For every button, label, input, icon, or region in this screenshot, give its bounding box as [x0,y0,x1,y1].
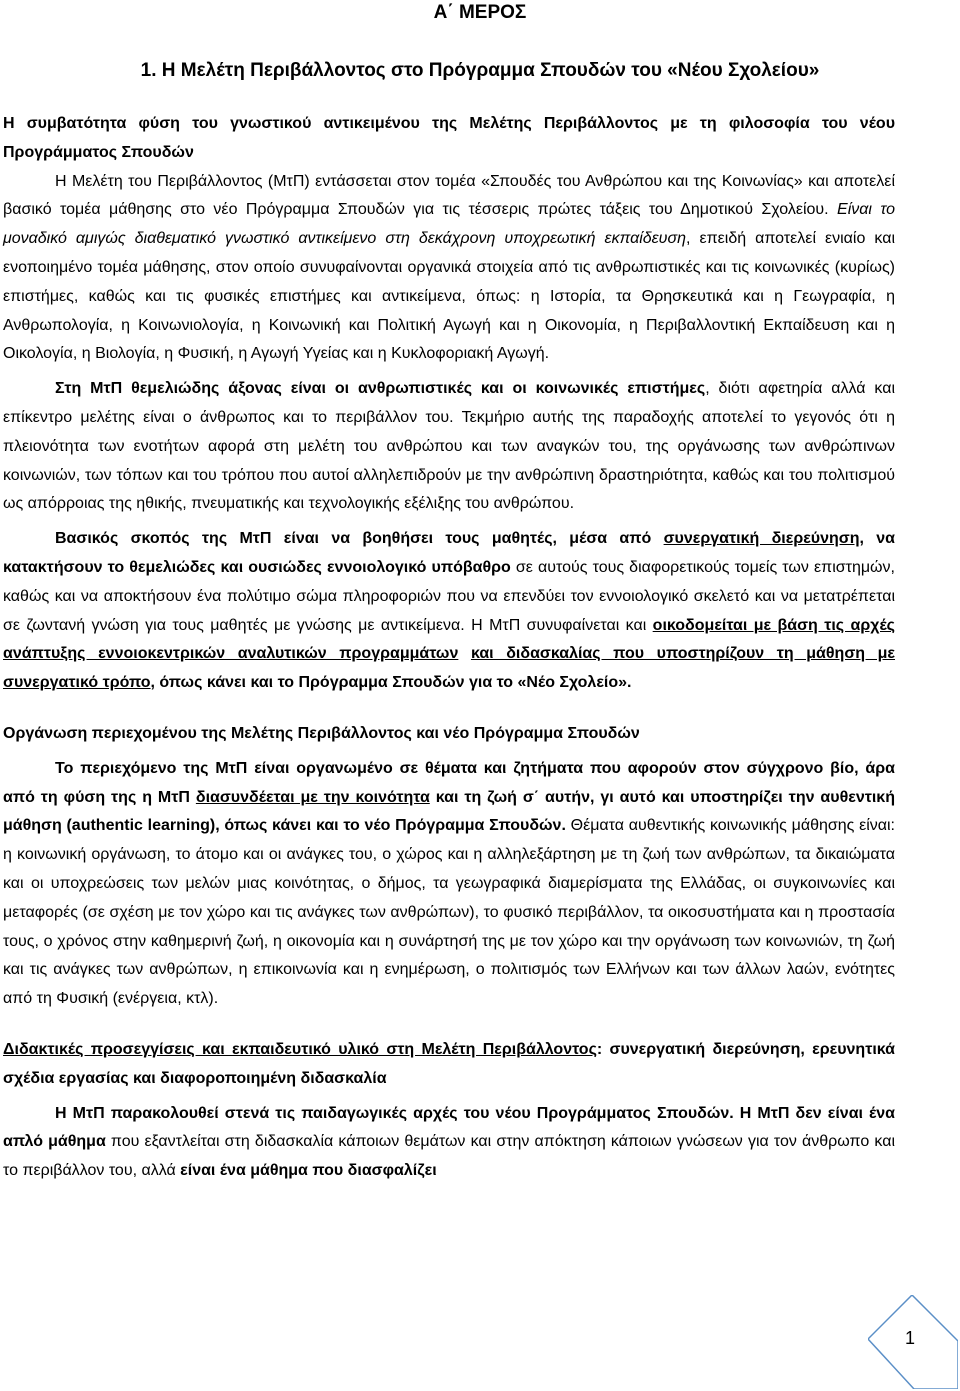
bold-underlined-text-run: οικοδομείται με βάση τις αρχές ανάπτυξης εννοιοκεντρικών αναλυτικών προγραμμάτων [3,616,895,663]
text-run: : συνεργατική διερεύνηση, ερευνητικά σχέδια εργασίας και διαφοροποιημένη διδασκαλία [3,1040,896,1087]
text-run: που εξαντλείται στη διδασκαλία κάποιων θεμάτων και στην απόκτηση κάποιων γνώσεων για τον άνθρωπο και το περιβάλλον του, αλλά [3,1133,895,1180]
paragraph-content [3,755,895,1014]
bold-text-run: και τη ζωή σ΄ αυτήν, γι αυτό και υποστηρίζει την αυθεντική μάθηση (authentic learning), όπως κάνει και το νέο Πρόγραμμα Σπουδών. [3,788,896,835]
text-run [458,645,471,662]
bold-text-run: Βασικός σκοπός της ΜτΠ είναι να βοηθήσει τους μαθητές, μέσα από [55,530,664,548]
underlined-text-run: Διδακτικές προσεγγίσεις και εκπαιδευτικό υλικό στη Μελέτη Περιβάλλοντος [3,1040,597,1058]
part-title: Α΄ ΜΕΡΟΣ [433,2,527,23]
bold-text-run: Η ΜτΠ παρακολουθεί στενά τις παιδαγωγικές αρχές του νέου Προγράμματος Σπουδών. Η ΜτΠ δεν είναι ένα απλό μάθημα [3,1104,895,1151]
bold-text-run: Το περιεχόμενο της ΜτΠ είναι οργανωμένο σε θέματα και ζητήματα που αφορούν στον σύγχρονο βίο, άρα από τη φύση της η ΜτΠ [3,759,895,806]
text-run: Θέματα αυθεντικής κοινωνικής μάθησης είναι: η κοινωνική οργάνωση, το άτομο και οι ανάγκες του, ο χώρος και η αλληλεξάρτηση με τη ζωή των ανθρώπων, τα δικαιώματα και οι υποχρεώσεις των μελών μιας κοινότητας, ο δήμος, τα γεωγραφικά διαμερίσματα της Ελλάδας, οι συγκοινωνίες και μεταφορές (σε σχέση με τον χώρο και τις ανάγκες των ανθρώπων), το φυσικό περιβάλλον, τα οικοσυστήματα και η προστασία τους, ο χρόνος στην καθημερινή ζωή, η οικονομία και η συνάρτησή της με τον χώρο και την οργάνωση των κοινωνιών, τη ζωή και τις ανάγκες των ανθρώπων, η επικοινωνία και η ενημέρωση, ο πολιτισμός των Ελλήνων και των άλλων λαών, ενότητες από τη Φυσική (ενέργεια, κτλ). [3,817,896,1008]
bold-text-run: , να κατακτήσουν το θεμελιώδες και ουσιώδες εννοιολογικό υπόβαθρο [3,530,896,576]
paragraph-purpose [3,525,895,698]
bold-text-run: είναι ένα μάθημα που διασφαλίζει [180,1162,437,1180]
paragraph-intro [3,168,895,370]
bold-underlined-text-run: συνεργατική διερεύνηση [663,530,860,548]
document-body [3,110,895,1186]
section-title: 1. Η Μελέτη Περιβάλλοντος στο Πρόγραμμα Σπουδών του «Νέου Σχολείου» [140,60,820,81]
subsection-heading-content-organization: Οργάνωση περιεχομένου της Μελέτης Περιβάλλοντος και νέο Πρόγραμμα Σπουδών [3,724,640,742]
bold-underlined-text-run: διασυνδέεται με την κοινότητα [195,788,430,806]
bold-underlined-text-run: και διδασκαλίας που υποστηρίζουν τη μάθηση με συνεργατικό τρόπο [3,645,896,692]
subsection-heading-teaching-approaches [3,1036,895,1094]
bold-text-run: , όπως κάνει και το Πρόγραμμα Σπουδών για το «Νέο Σχολείο». [150,674,632,692]
bold-text-run: Στη ΜτΠ θεμελιώδης άξονας είναι οι ανθρωπιστικές και οι κοινωνικές επιστήμες [55,380,706,398]
text-run: Η Μελέτη του Περιβάλλοντος (ΜτΠ) εντάσσεται στον τομέα «Σπουδές του Ανθρώπου και της Κοινωνίας» και αποτελεί βασικό τομέα μάθησης στο νέο Πρόγραμμα Σπουδών για τις τέσσερις πρώτες τάξεις του Δημοτικού Σχολείου. [3,172,895,219]
subsection-heading-compatibility: Η συμβατότητα φύση του γνωστικού αντικειμένου της Μελέτης Περιβάλλοντος με τη φιλοσοφία του νέου Προγράμματος Σπουδών [3,115,895,161]
text-run: σε αυτούς τους διαφορετικούς τομείς των επιστημών, καθώς και να αποκτήσουν ένα πολύτιμο σώμα πληροφοριών που να επενδύει τον εννοιολογικό σκελετό και να μετατρέπεται σε ζωντανή γνώση για τους μαθητές με γνώσης με αντικείμενα. Η ΜτΠ συνυφαίνεται και [3,558,895,634]
italic-text-run: Είναι το μοναδικό αμιγώς διαθεματικό γνωστικό αντικείμενο στη δεκάχρονη υποχρεωτική εκπαίδευση [3,201,895,248]
page-number: 1 [905,1328,916,1348]
paragraph-humanities [3,375,895,519]
text-run: , επειδή αποτελεί ενιαίο και ενοποιημένο τομέα μάθησης, στον οποίο συνυφαίνονται οργανικά στοιχεία από τις ανθρωπιστικές και τις κοινωνικές (κυρίως) επιστήμες, καθώς και τις φυσικές επιστήμες και αντικείμενα, όπως: η Ιστορία, τα Θρησκευτικά και η Γεωγραφία, η Ανθρωπολογία, η Κοινωνιολογία, η Κοινωνική και Πολιτική Αγωγή και η Οικονομία, η Περιβαλλοντική Εκπαίδευση και η Οικολογία, η Βιολογία, η Φυσική, η Αγωγή Υγείας και η Κυκλοφοριακή Αγωγή. [3,230,895,363]
text-run: , διότι αφετηρία αλλά και επίκεντρο μελέτης είναι ο άνθρωπος και το περιβάλλον του. Τεκμήριο αυτής της παραδοχής αποτελεί το γεγονός ότι η πλειονότητα των ενοτήτων αφορά στη μελέτη του ανθρώπου και των αναγκών του, της οργάνωσης των ανθρώπινων κοινωνιών, των τόπων και του τρόπου που αυτοί αλληλεπιδρούν με την ανθρώπινη δραστηριότητα, καθώς και του πολιτισμού ως απόρροιας της ηθικής, πνευματικής και τεχνολογικής εξέλιξης του ανθρώπου. [3,380,896,513]
paragraph-pedagogy [3,1100,895,1186]
